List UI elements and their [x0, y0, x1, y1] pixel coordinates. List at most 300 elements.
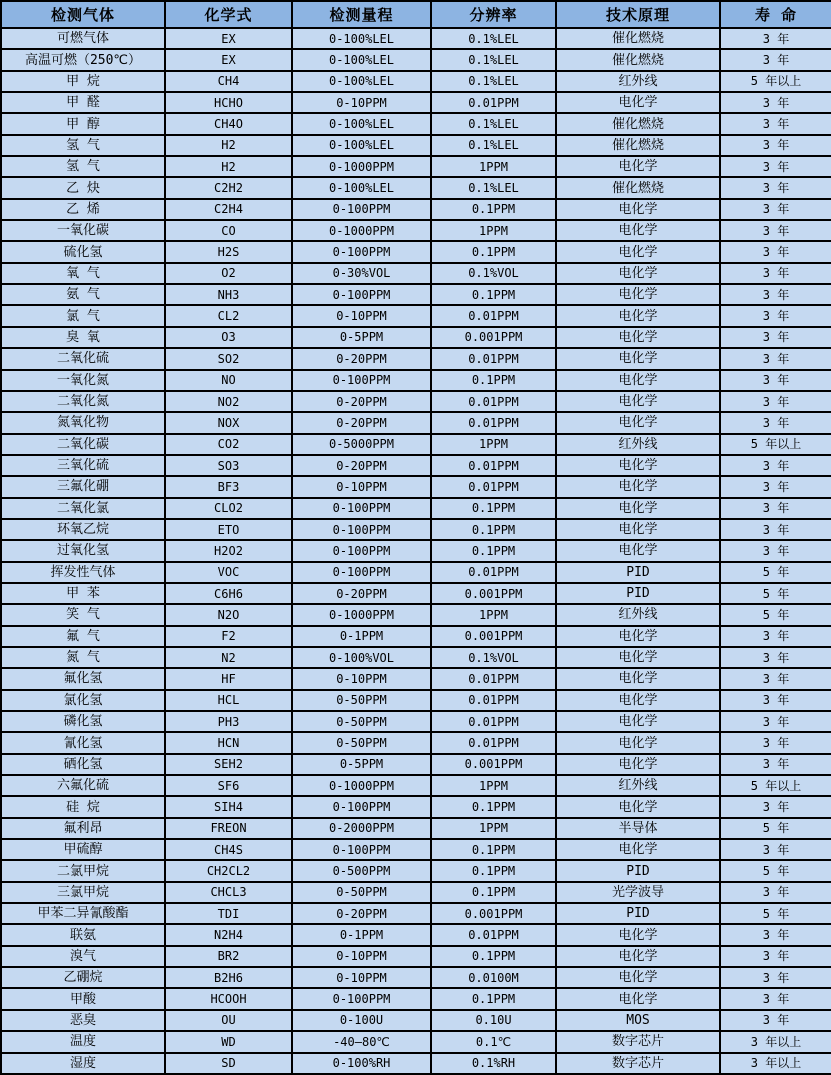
cell-gas-name: 湿度 — [1, 1053, 165, 1075]
cell-gas-name: 氟化氢 — [1, 668, 165, 689]
cell-chemical-formula: H2S — [165, 241, 292, 262]
cell-technology-principle: 电化学 — [556, 519, 720, 540]
cell-gas-name: 氟利昂 — [1, 818, 165, 839]
cell-detection-range: 0-10PPM — [292, 967, 431, 988]
table-row — [1, 796, 831, 817]
cell-lifespan: 3 年 — [720, 135, 831, 156]
cell-lifespan: 3 年 — [720, 690, 831, 711]
cell-gas-name: 三氧化硫 — [1, 455, 165, 476]
cell-lifespan: 3 年 — [720, 305, 831, 326]
cell-lifespan: 5 年以上 — [720, 775, 831, 796]
cell-technology-principle: 数字芯片 — [556, 1031, 720, 1052]
cell-chemical-formula: EX — [165, 28, 292, 49]
cell-technology-principle: 电化学 — [556, 946, 720, 967]
cell-technology-principle: 催化燃烧 — [556, 177, 720, 198]
cell-detection-range: 0-5PPM — [292, 754, 431, 775]
cell-chemical-formula: N2H4 — [165, 924, 292, 945]
cell-chemical-formula: SIH4 — [165, 796, 292, 817]
cell-detection-range: 0-20PPM — [292, 391, 431, 412]
cell-lifespan: 3 年 — [720, 263, 831, 284]
cell-detection-range: 0-100PPM — [292, 519, 431, 540]
cell-technology-principle: 电化学 — [556, 156, 720, 177]
cell-resolution: 0.01PPM — [431, 711, 556, 732]
cell-detection-range: 0-100%LEL — [292, 113, 431, 134]
cell-detection-range: 0-500PPM — [292, 860, 431, 881]
cell-detection-range: 0-100%RH — [292, 1053, 431, 1075]
cell-gas-name: 二氧化碳 — [1, 434, 165, 455]
cell-detection-range: 0-20PPM — [292, 583, 431, 604]
cell-resolution: 0.1%LEL — [431, 113, 556, 134]
table-row — [1, 647, 831, 668]
table-row — [1, 241, 831, 262]
cell-gas-name: 甲酸 — [1, 988, 165, 1009]
cell-chemical-formula: CLO2 — [165, 498, 292, 519]
cell-gas-name: 氯化氢 — [1, 690, 165, 711]
cell-chemical-formula: N2O — [165, 604, 292, 625]
cell-gas-name: 硫化氢 — [1, 241, 165, 262]
cell-detection-range: 0-100PPM — [292, 199, 431, 220]
cell-detection-range: 0-10PPM — [292, 668, 431, 689]
cell-resolution: 0.1PPM — [431, 519, 556, 540]
cell-detection-range: 0-100%LEL — [292, 135, 431, 156]
cell-detection-range: 0-1000PPM — [292, 156, 431, 177]
cell-chemical-formula: SO3 — [165, 455, 292, 476]
table-row — [1, 1031, 831, 1052]
cell-technology-principle: 电化学 — [556, 626, 720, 647]
cell-technology-principle: 催化燃烧 — [556, 49, 720, 70]
cell-detection-range: 0-10PPM — [292, 476, 431, 497]
cell-resolution: 0.1%LEL — [431, 49, 556, 70]
table-row — [1, 626, 831, 647]
table-row — [1, 220, 831, 241]
cell-technology-principle: 电化学 — [556, 348, 720, 369]
cell-chemical-formula: WD — [165, 1031, 292, 1052]
table-body — [1, 28, 831, 1074]
cell-chemical-formula: N2 — [165, 647, 292, 668]
cell-gas-name: 氮 气 — [1, 647, 165, 668]
cell-detection-range: 0-100%LEL — [292, 71, 431, 92]
table-row — [1, 156, 831, 177]
cell-chemical-formula: CH4O — [165, 113, 292, 134]
cell-gas-name: 三氯甲烷 — [1, 882, 165, 903]
cell-chemical-formula: TDI — [165, 903, 292, 924]
cell-chemical-formula: BR2 — [165, 946, 292, 967]
cell-gas-name: 三氟化硼 — [1, 476, 165, 497]
table-row — [1, 1010, 831, 1031]
cell-lifespan: 5 年 — [720, 583, 831, 604]
cell-lifespan: 3 年 — [720, 647, 831, 668]
cell-chemical-formula: CH4 — [165, 71, 292, 92]
cell-chemical-formula: O2 — [165, 263, 292, 284]
cell-resolution: 1PPM — [431, 434, 556, 455]
cell-resolution: 0.10U — [431, 1010, 556, 1031]
cell-gas-name: 笑 气 — [1, 604, 165, 625]
cell-chemical-formula: EX — [165, 49, 292, 70]
cell-lifespan: 5 年 — [720, 903, 831, 924]
cell-lifespan: 5 年以上 — [720, 71, 831, 92]
cell-lifespan: 3 年 — [720, 391, 831, 412]
table-row — [1, 988, 831, 1009]
cell-resolution: 0.1PPM — [431, 199, 556, 220]
cell-detection-range: 0-1PPM — [292, 924, 431, 945]
cell-gas-name: 可燃气体 — [1, 28, 165, 49]
cell-technology-principle: 电化学 — [556, 967, 720, 988]
cell-lifespan: 3 年 — [720, 49, 831, 70]
cell-resolution: 0.1%LEL — [431, 71, 556, 92]
cell-technology-principle: PID — [556, 860, 720, 881]
cell-resolution: 0.01PPM — [431, 690, 556, 711]
cell-technology-principle: 红外线 — [556, 775, 720, 796]
cell-technology-principle: 电化学 — [556, 370, 720, 391]
cell-resolution: 1PPM — [431, 604, 556, 625]
cell-chemical-formula: FREON — [165, 818, 292, 839]
cell-detection-range: 0-5PPM — [292, 327, 431, 348]
cell-resolution: 0.01PPM — [431, 668, 556, 689]
cell-technology-principle: 电化学 — [556, 540, 720, 561]
cell-chemical-formula: CO — [165, 220, 292, 241]
cell-resolution: 1PPM — [431, 156, 556, 177]
cell-technology-principle: 红外线 — [556, 71, 720, 92]
cell-resolution: 0.1PPM — [431, 241, 556, 262]
cell-detection-range: 0-1000PPM — [292, 220, 431, 241]
cell-resolution: 0.1PPM — [431, 882, 556, 903]
cell-detection-range: 0-20PPM — [292, 455, 431, 476]
cell-lifespan: 3 年 — [720, 796, 831, 817]
table-row — [1, 839, 831, 860]
cell-resolution: 0.1PPM — [431, 988, 556, 1009]
cell-lifespan: 3 年 — [720, 92, 831, 113]
cell-resolution: 0.01PPM — [431, 924, 556, 945]
table-row — [1, 519, 831, 540]
cell-lifespan: 5 年以上 — [720, 434, 831, 455]
cell-resolution: 0.01PPM — [431, 732, 556, 753]
cell-lifespan: 3 年 — [720, 327, 831, 348]
cell-detection-range: 0-50PPM — [292, 711, 431, 732]
cell-lifespan: 3 年 — [720, 668, 831, 689]
cell-chemical-formula: HCN — [165, 732, 292, 753]
table-row — [1, 775, 831, 796]
cell-technology-principle: 电化学 — [556, 92, 720, 113]
cell-lifespan: 3 年 — [720, 455, 831, 476]
cell-detection-range: 0-100PPM — [292, 839, 431, 860]
cell-gas-name: 甲 烷 — [1, 71, 165, 92]
cell-lifespan: 3 年 — [720, 967, 831, 988]
cell-chemical-formula: HF — [165, 668, 292, 689]
table-row — [1, 732, 831, 753]
column-header-detection-range: 检测量程 — [292, 1, 431, 28]
cell-detection-range: 0-100PPM — [292, 988, 431, 1009]
cell-gas-name: 高温可燃（250℃） — [1, 49, 165, 70]
cell-resolution: 0.1℃ — [431, 1031, 556, 1052]
cell-resolution: 1PPM — [431, 818, 556, 839]
table-row — [1, 71, 831, 92]
cell-technology-principle: 光学波导 — [556, 882, 720, 903]
cell-chemical-formula: F2 — [165, 626, 292, 647]
cell-chemical-formula: HCHO — [165, 92, 292, 113]
table-row — [1, 668, 831, 689]
cell-chemical-formula: O3 — [165, 327, 292, 348]
header-row — [1, 1, 831, 28]
cell-technology-principle: 电化学 — [556, 711, 720, 732]
cell-resolution: 0.001PPM — [431, 903, 556, 924]
cell-lifespan: 5 年 — [720, 818, 831, 839]
cell-lifespan: 3 年 — [720, 156, 831, 177]
cell-chemical-formula: NO2 — [165, 391, 292, 412]
cell-technology-principle: 催化燃烧 — [556, 113, 720, 134]
cell-resolution: 0.1PPM — [431, 540, 556, 561]
cell-gas-name: 二氧化氮 — [1, 391, 165, 412]
cell-detection-range: 0-2000PPM — [292, 818, 431, 839]
cell-detection-range: -40—80℃ — [292, 1031, 431, 1052]
cell-technology-principle: 电化学 — [556, 284, 720, 305]
cell-resolution: 0.01PPM — [431, 455, 556, 476]
table-row — [1, 924, 831, 945]
cell-lifespan: 3 年以上 — [720, 1031, 831, 1052]
cell-lifespan: 3 年 — [720, 241, 831, 262]
cell-gas-name: 甲苯二异氰酸酯 — [1, 903, 165, 924]
cell-technology-principle: PID — [556, 562, 720, 583]
table-row — [1, 455, 831, 476]
table-row — [1, 49, 831, 70]
cell-technology-principle: 红外线 — [556, 604, 720, 625]
cell-gas-name: 磷化氢 — [1, 711, 165, 732]
cell-detection-range: 0-100PPM — [292, 796, 431, 817]
table-row — [1, 860, 831, 881]
table-row — [1, 690, 831, 711]
cell-resolution: 0.01PPM — [431, 305, 556, 326]
cell-technology-principle: PID — [556, 583, 720, 604]
cell-resolution: 0.1%VOL — [431, 647, 556, 668]
cell-technology-principle: 电化学 — [556, 754, 720, 775]
cell-technology-principle: 电化学 — [556, 327, 720, 348]
cell-technology-principle: 红外线 — [556, 434, 720, 455]
cell-lifespan: 3 年 — [720, 924, 831, 945]
cell-detection-range: 0-20PPM — [292, 348, 431, 369]
table-row — [1, 391, 831, 412]
column-header-lifespan: 寿 命 — [720, 1, 831, 28]
cell-technology-principle: 电化学 — [556, 476, 720, 497]
cell-chemical-formula: CO2 — [165, 434, 292, 455]
table-row — [1, 284, 831, 305]
cell-resolution: 0.1PPM — [431, 796, 556, 817]
cell-lifespan: 3 年 — [720, 498, 831, 519]
cell-resolution: 0.1PPM — [431, 839, 556, 860]
cell-gas-name: 氢 气 — [1, 135, 165, 156]
cell-gas-name: 氧 气 — [1, 263, 165, 284]
cell-lifespan: 5 年 — [720, 562, 831, 583]
cell-lifespan: 3 年 — [720, 626, 831, 647]
cell-resolution: 0.1%LEL — [431, 135, 556, 156]
cell-lifespan: 3 年 — [720, 882, 831, 903]
cell-chemical-formula: C6H6 — [165, 583, 292, 604]
cell-chemical-formula: C2H2 — [165, 177, 292, 198]
cell-chemical-formula: H2 — [165, 156, 292, 177]
table-row — [1, 305, 831, 326]
cell-lifespan: 3 年 — [720, 412, 831, 433]
cell-technology-principle: 催化燃烧 — [556, 28, 720, 49]
cell-resolution: 0.1PPM — [431, 498, 556, 519]
cell-gas-name: 甲 醇 — [1, 113, 165, 134]
cell-technology-principle: 电化学 — [556, 668, 720, 689]
cell-gas-name: 甲硫醇 — [1, 839, 165, 860]
cell-gas-name: 氰化氢 — [1, 732, 165, 753]
cell-resolution: 0.001PPM — [431, 626, 556, 647]
cell-detection-range: 0-50PPM — [292, 690, 431, 711]
cell-resolution: 0.001PPM — [431, 327, 556, 348]
cell-gas-name: 六氟化硫 — [1, 775, 165, 796]
cell-gas-name: 硅 烷 — [1, 796, 165, 817]
table-row — [1, 263, 831, 284]
table-row — [1, 370, 831, 391]
cell-gas-name: 一氧化碳 — [1, 220, 165, 241]
cell-gas-name: 氢 气 — [1, 156, 165, 177]
table-row — [1, 113, 831, 134]
table-row — [1, 412, 831, 433]
cell-chemical-formula: C2H4 — [165, 199, 292, 220]
cell-resolution: 0.0100M — [431, 967, 556, 988]
cell-detection-range: 0-100%VOL — [292, 647, 431, 668]
cell-resolution: 0.1PPM — [431, 946, 556, 967]
cell-technology-principle: 数字芯片 — [556, 1053, 720, 1075]
cell-technology-principle: 电化学 — [556, 732, 720, 753]
cell-resolution: 0.01PPM — [431, 412, 556, 433]
cell-gas-name: 环氧乙烷 — [1, 519, 165, 540]
cell-technology-principle: 催化燃烧 — [556, 135, 720, 156]
column-header-technology-principle: 技术原理 — [556, 1, 720, 28]
cell-detection-range: 0-100%LEL — [292, 177, 431, 198]
cell-chemical-formula: H2 — [165, 135, 292, 156]
cell-resolution: 0.01PPM — [431, 92, 556, 113]
cell-gas-name: 溴气 — [1, 946, 165, 967]
table-row — [1, 476, 831, 497]
cell-lifespan: 3 年 — [720, 28, 831, 49]
table-row — [1, 882, 831, 903]
cell-technology-principle: 电化学 — [556, 305, 720, 326]
cell-lifespan: 3 年 — [720, 732, 831, 753]
table-row — [1, 135, 831, 156]
cell-lifespan: 3 年 — [720, 540, 831, 561]
cell-chemical-formula: CL2 — [165, 305, 292, 326]
cell-chemical-formula: HCOOH — [165, 988, 292, 1009]
cell-detection-range: 0-1000PPM — [292, 775, 431, 796]
cell-lifespan: 3 年 — [720, 839, 831, 860]
cell-detection-range: 0-100%LEL — [292, 28, 431, 49]
cell-gas-name: 臭 氧 — [1, 327, 165, 348]
cell-gas-name: 乙 炔 — [1, 177, 165, 198]
cell-chemical-formula: SF6 — [165, 775, 292, 796]
table-row — [1, 434, 831, 455]
cell-gas-name: 氟 气 — [1, 626, 165, 647]
cell-lifespan: 3 年 — [720, 519, 831, 540]
cell-technology-principle: 电化学 — [556, 839, 720, 860]
cell-gas-name: 氮氧化物 — [1, 412, 165, 433]
cell-detection-range: 0-100PPM — [292, 562, 431, 583]
table-row — [1, 818, 831, 839]
cell-gas-name: 二氧化氯 — [1, 498, 165, 519]
cell-detection-range: 0-50PPM — [292, 882, 431, 903]
cell-detection-range: 0-50PPM — [292, 732, 431, 753]
cell-technology-principle: 电化学 — [556, 199, 720, 220]
column-header-chemical-formula: 化学式 — [165, 1, 292, 28]
cell-lifespan: 3 年 — [720, 476, 831, 497]
table-row — [1, 92, 831, 113]
cell-lifespan: 3 年 — [720, 348, 831, 369]
cell-lifespan: 3 年 — [720, 1010, 831, 1031]
cell-gas-name: 过氧化氢 — [1, 540, 165, 561]
cell-gas-name: 恶臭 — [1, 1010, 165, 1031]
cell-detection-range: 0-1PPM — [292, 626, 431, 647]
cell-detection-range: 0-100PPM — [292, 370, 431, 391]
cell-resolution: 0.01PPM — [431, 476, 556, 497]
cell-chemical-formula: HCL — [165, 690, 292, 711]
table-row — [1, 754, 831, 775]
cell-gas-name: 乙 烯 — [1, 199, 165, 220]
column-header-gas-name: 检测气体 — [1, 1, 165, 28]
cell-chemical-formula: NO — [165, 370, 292, 391]
cell-chemical-formula: B2H6 — [165, 967, 292, 988]
cell-resolution: 0.001PPM — [431, 583, 556, 604]
cell-gas-name: 乙硼烷 — [1, 967, 165, 988]
cell-lifespan: 3 年 — [720, 988, 831, 1009]
cell-lifespan: 3 年 — [720, 711, 831, 732]
cell-lifespan: 3 年以上 — [720, 1053, 831, 1075]
cell-technology-principle: MOS — [556, 1010, 720, 1031]
cell-detection-range: 0-10PPM — [292, 92, 431, 113]
table-row — [1, 348, 831, 369]
cell-detection-range: 0-100%LEL — [292, 49, 431, 70]
cell-chemical-formula: SEH2 — [165, 754, 292, 775]
cell-gas-name: 一氧化氮 — [1, 370, 165, 391]
table-row — [1, 604, 831, 625]
cell-detection-range: 0-100PPM — [292, 540, 431, 561]
cell-resolution: 0.1PPM — [431, 284, 556, 305]
cell-resolution: 1PPM — [431, 220, 556, 241]
cell-detection-range: 0-100PPM — [292, 284, 431, 305]
cell-technology-principle: 电化学 — [556, 391, 720, 412]
table-row — [1, 327, 831, 348]
table-row — [1, 498, 831, 519]
cell-technology-principle: 电化学 — [556, 498, 720, 519]
cell-detection-range: 0-20PPM — [292, 412, 431, 433]
cell-gas-name: 挥发性气体 — [1, 562, 165, 583]
cell-lifespan: 3 年 — [720, 113, 831, 134]
table-row — [1, 711, 831, 732]
cell-chemical-formula: H2O2 — [165, 540, 292, 561]
cell-gas-name: 硒化氢 — [1, 754, 165, 775]
cell-technology-principle: 电化学 — [556, 455, 720, 476]
cell-gas-name: 二氯甲烷 — [1, 860, 165, 881]
cell-chemical-formula: VOC — [165, 562, 292, 583]
cell-detection-range: 0-10PPM — [292, 305, 431, 326]
cell-lifespan: 3 年 — [720, 199, 831, 220]
cell-lifespan: 3 年 — [720, 284, 831, 305]
cell-resolution: 0.1%VOL — [431, 263, 556, 284]
cell-chemical-formula: SD — [165, 1053, 292, 1075]
cell-chemical-formula: CH4S — [165, 839, 292, 860]
cell-technology-principle: 电化学 — [556, 220, 720, 241]
cell-chemical-formula: CH2CL2 — [165, 860, 292, 881]
cell-technology-principle: 电化学 — [556, 796, 720, 817]
cell-chemical-formula: ETO — [165, 519, 292, 540]
table-row — [1, 177, 831, 198]
cell-detection-range: 0-5000PPM — [292, 434, 431, 455]
cell-resolution: 1PPM — [431, 775, 556, 796]
cell-technology-principle: 电化学 — [556, 647, 720, 668]
cell-chemical-formula: SO2 — [165, 348, 292, 369]
cell-resolution: 0.1PPM — [431, 860, 556, 881]
table-row — [1, 540, 831, 561]
cell-chemical-formula: CHCL3 — [165, 882, 292, 903]
